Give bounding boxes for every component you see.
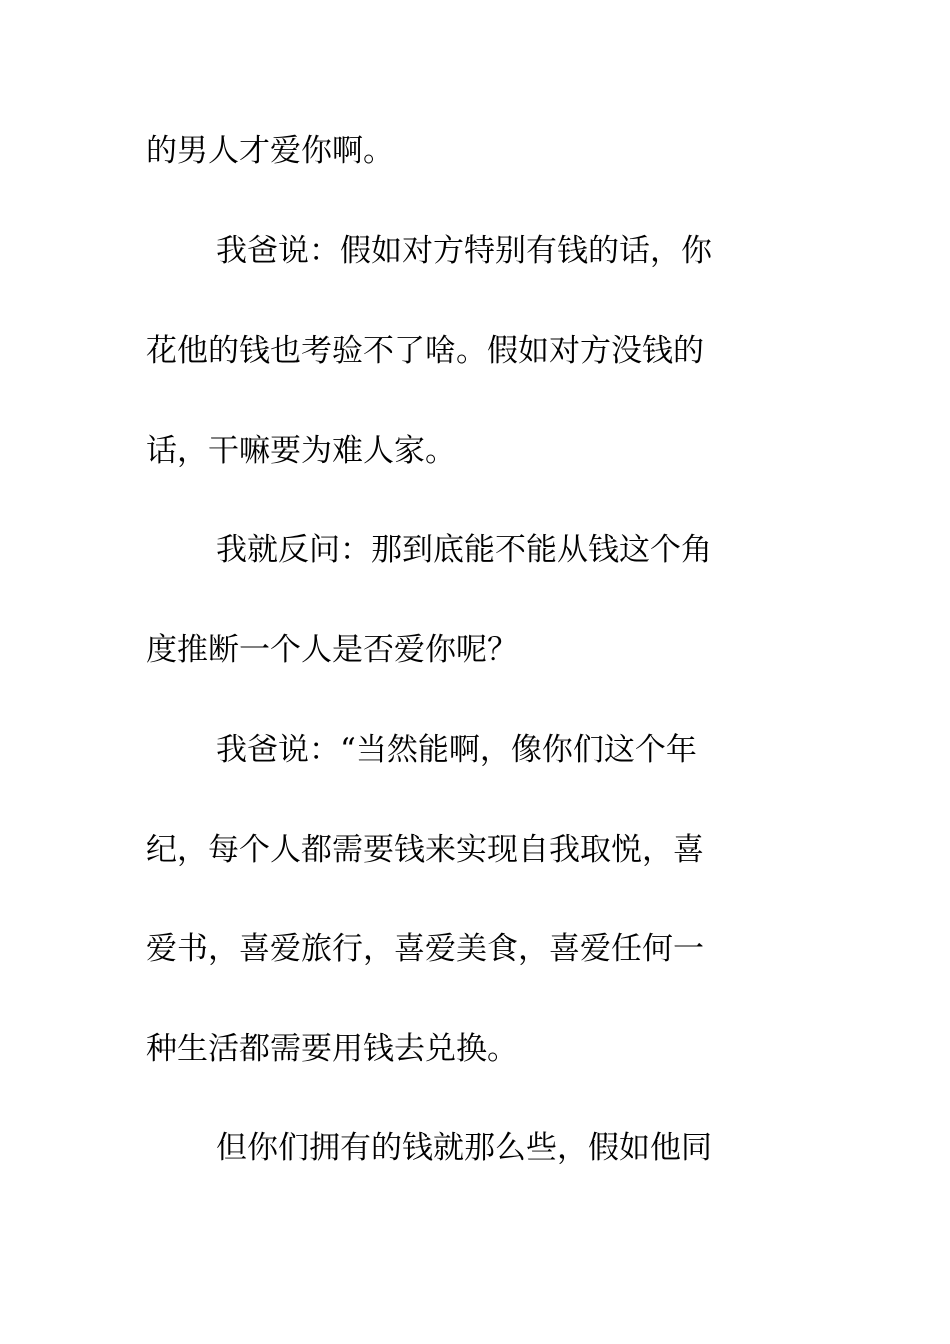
text-line: 度推断一个人是否爱你呢？	[146, 632, 518, 668]
text-line: 话，干嘛要为难人家。	[146, 433, 456, 469]
text-line: 花他的钱也考验不了啥。假如对方没钱的	[146, 333, 704, 369]
text-line: 纪，每个人都需要钱来实现自我取悦，喜	[146, 832, 704, 868]
paragraph-start-line: 我爸说：假如对方特别有钱的话，你	[216, 233, 712, 269]
text-line: 种生活都需要用钱去兑换。	[146, 1031, 518, 1067]
paragraph-start-line: 但你们拥有的钱就那么些，假如他同	[216, 1130, 712, 1166]
paragraph-start-line: 我就反问：那到底能不能从钱这个角	[216, 532, 712, 568]
text-line: 爱书，喜爱旅行，喜爱美食，喜爱任何一	[146, 931, 704, 967]
paragraph-start-line: 我爸说：“当然能啊，像你们这个年	[216, 732, 697, 768]
text-line: 的男人才爱你啊。	[146, 133, 394, 169]
